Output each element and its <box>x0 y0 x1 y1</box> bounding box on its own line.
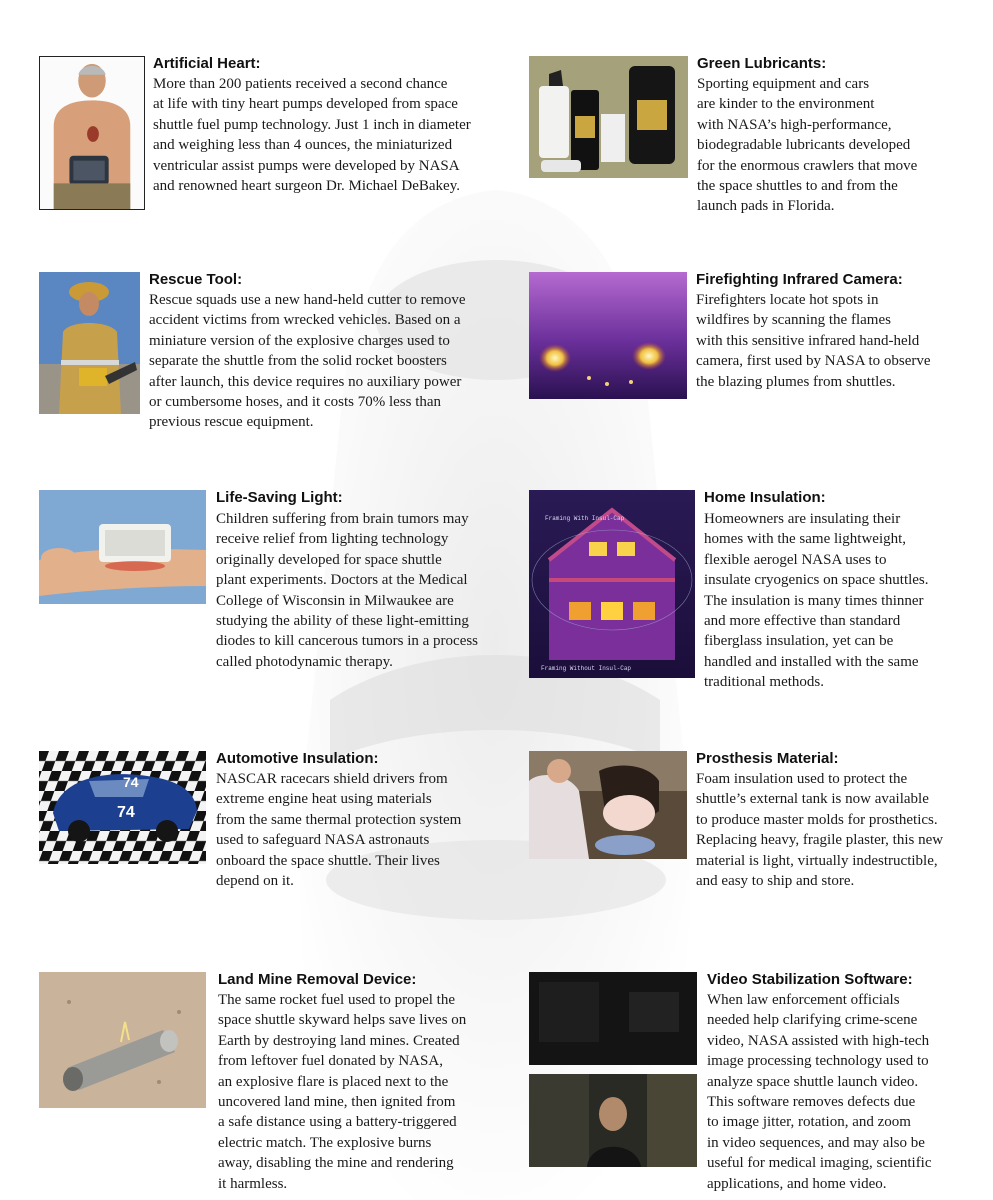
infrared-camera-photo <box>529 272 687 399</box>
home-insulation-text: Homeowners are insulating their homes with the same lightweight, flexible aerogel NASA uses to insulate cryogenics on space shuttles. The insulation is many times thinner and more effective than standard fiberglass insulation, yet can be handled and installed with the same traditional methods. <box>704 511 929 691</box>
land-mine-removal-photo <box>39 972 206 1108</box>
green-lubricants-title: Green Lubricants: <box>697 55 827 72</box>
car-roof-number: 74 <box>123 774 139 790</box>
automotive-insulation-text: NASCAR racecars shield drivers from extreme engine heat using materials from the same thermal protection system used to safeguard NASA astronauts onboard the space shuttle. Their lives depend on it. <box>216 771 462 890</box>
insulation-overlay-top: Framing With Insul-Cap <box>545 515 625 522</box>
prosthesis-material-title: Prosthesis Material: <box>696 750 839 767</box>
video-stabilization-title: Video Stabilization Software: <box>707 971 913 988</box>
life-saving-light-title: Life-Saving Light: <box>216 489 343 506</box>
video-stabilization-photo-bottom <box>529 1074 697 1167</box>
artificial-heart-title: Artificial Heart: <box>153 55 261 72</box>
land-mine-removal-title: Land Mine Removal Device: <box>218 971 417 988</box>
automotive-insulation-photo <box>39 751 206 864</box>
prosthesis-material-photo <box>529 751 687 859</box>
video-stabilization-photo-top <box>529 972 697 1065</box>
car-number: 74 <box>117 804 135 821</box>
infrared-camera-text: Firefighters locate hot spots in wildfires by scanning the flames with this sensitive infrared hand-held camera, first used by NASA to observe the blazing plumes from shuttles. <box>696 292 931 390</box>
green-lubricants-text: Sporting equipment and cars are kinder to the environment with NASA’s high-performance, biodegradable lubricants developed for the enormous crawlers that move the space shuttles to and from the launch pads in Florida. <box>697 76 918 215</box>
rescue-tool-title: Rescue Tool: <box>149 271 243 288</box>
rescue-tool-photo <box>39 272 140 414</box>
land-mine-removal-text: The same rocket fuel used to propel the space shuttle skyward helps save lives on Earth by destroying land mines. Created from leftover fuel donated by NASA, an explosive flare is placed next to the uncovered land mine, then ignited from a safe distance using a battery-triggered electric match. The explosive burns away, disabling the mine and rendering it harmless. <box>218 992 467 1192</box>
infrared-camera-title: Firefighting Infrared Camera: <box>696 271 903 288</box>
artificial-heart-text: More than 200 patients received a second chance at life with tiny heart pumps developed from space shuttle fuel pump technology. Just 1 inch in diameter and weighing less than 4 ounces, the miniaturized ventricular assist pumps were developed by NASA and renowned heart surgeon Dr. Michael DeBakey. <box>153 76 471 195</box>
home-insulation-photo <box>529 490 695 678</box>
life-saving-light-photo <box>39 490 206 604</box>
insulation-overlay-bottom: Framing Without Insul-Cap <box>541 665 632 672</box>
life-saving-light-text: Children suffering from brain tumors may receive relief from lighting technology originally developed for space shuttle plant experiments. Doctors at the Medical College of Wisconsin in Milwaukee are studying the ability of these light-emitting diodes to kill cancerous tumors in a process called photodynamic therapy. <box>216 511 479 670</box>
prosthesis-material-text: Foam insulation used to protect the shuttle’s external tank is now available to produce master molds for prosthetics. Replacing heavy, fragile plaster, this new material is light, virtually indestructible, and easy to ship and store. <box>696 771 944 890</box>
video-stabilization-text: When law enforcement officials needed help clarifying crime-scene video, NASA assisted with high-tech image processing technology used to analyze space shuttle launch video. This software removes defects due to image jitter, rotation, and zoom in video sequences, and may also be useful for medical imaging, scientific applications, and home video. <box>707 992 932 1192</box>
artificial-heart-photo <box>39 56 145 210</box>
automotive-insulation-title: Automotive Insulation: <box>216 750 379 767</box>
green-lubricants-photo <box>529 56 688 178</box>
home-insulation-title: Home Insulation: <box>704 489 826 506</box>
rescue-tool-text: Rescue squads use a new hand-held cutter to remove accident victims from wrecked vehicles. Based on a miniature version of the explosive charges used to separate the shuttle from the solid rocket boosters after launch, this device requires no auxiliary power or cumbersome hoses, and it costs 70% less than previous rescue equipment. <box>149 292 466 431</box>
